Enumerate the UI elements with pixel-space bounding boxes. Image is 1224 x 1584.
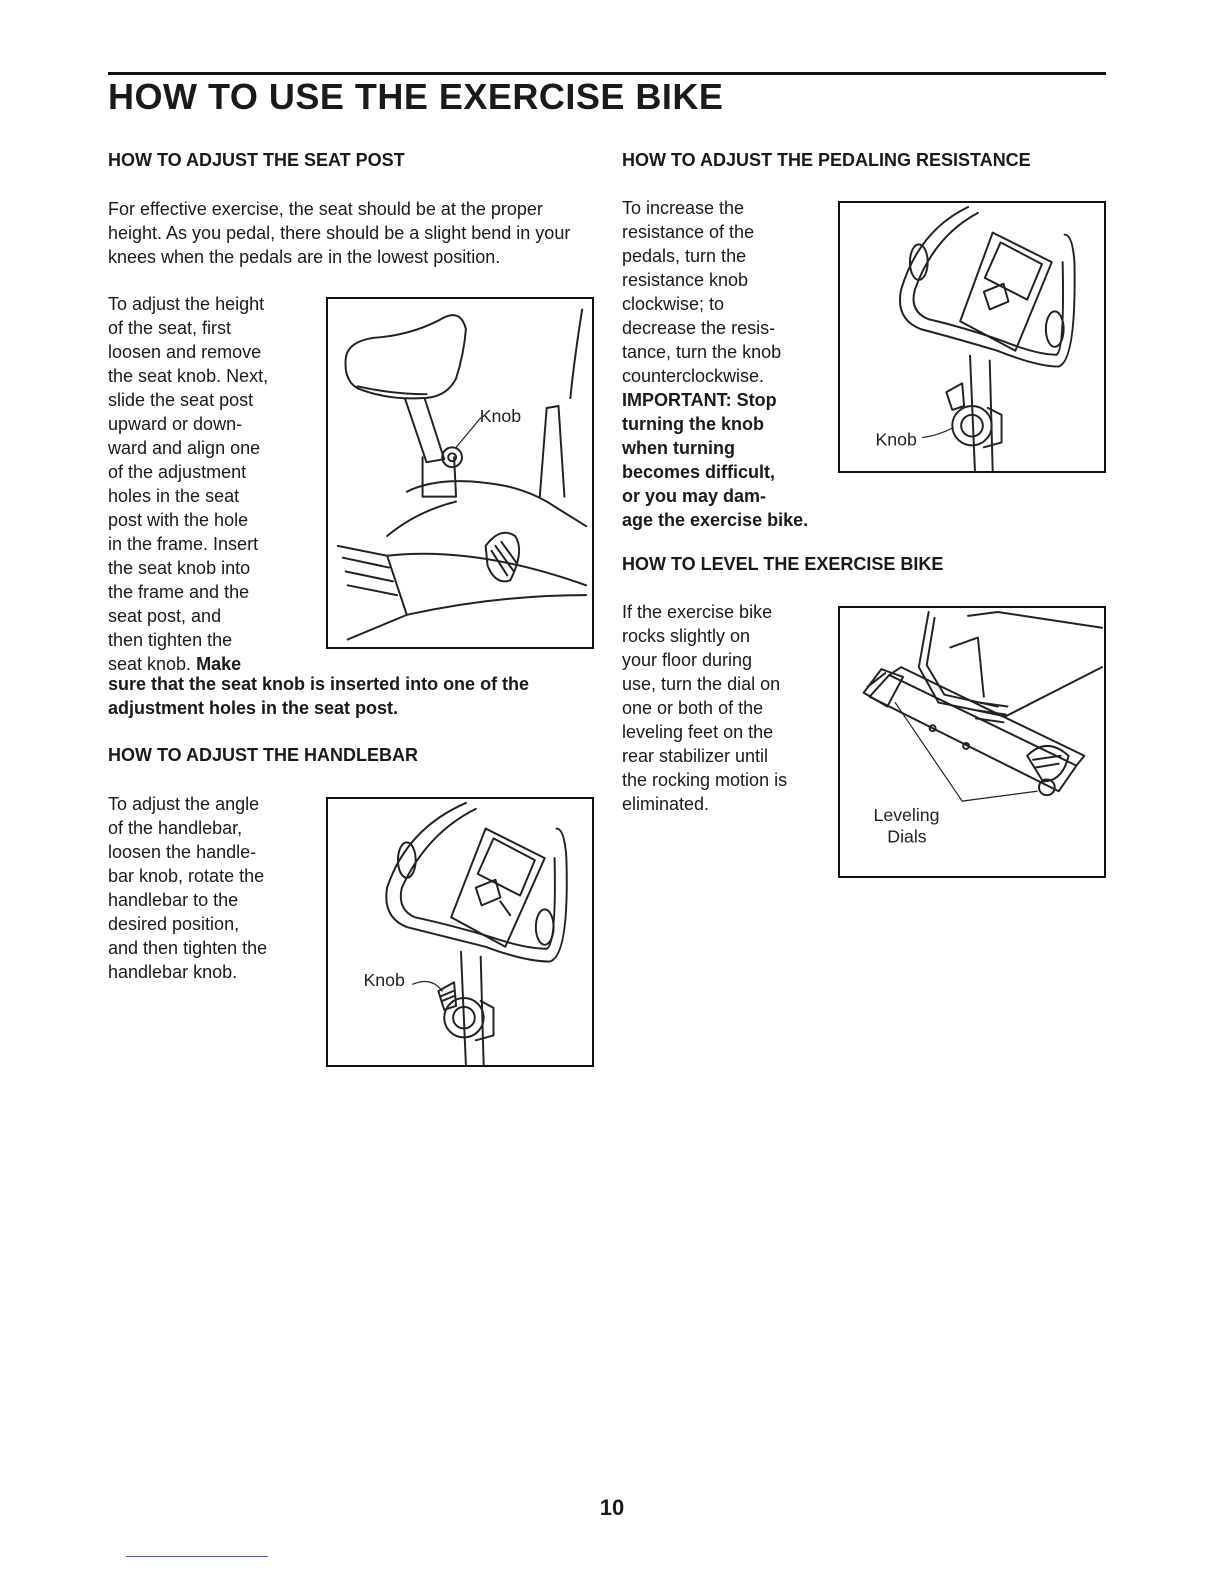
resistance-line: resistance knob (622, 270, 749, 290)
leveling-illustration (840, 608, 1104, 876)
seat-post-line: To adjust the height (108, 294, 265, 314)
handlebar-illustration (328, 799, 592, 1065)
seat-post-warning-line: adjustment holes in the seat post. (108, 698, 399, 718)
seat-post-line: the seat knob into (108, 558, 251, 578)
resistance-warning-line: when turning (622, 438, 735, 458)
resistance-line: decrease the resis- (622, 318, 776, 338)
resistance-line: counterclockwise. (622, 366, 765, 386)
leveling-line: your floor during (622, 650, 753, 670)
leveling-line: eliminated. (622, 794, 710, 814)
leveling-figure (838, 606, 1106, 878)
seat-post-line: the frame and the (108, 582, 250, 602)
leveling-label-line1: Leveling (873, 804, 940, 825)
resistance-figure (838, 201, 1106, 473)
handlebar-heading: HOW TO ADJUST THE HANDLEBAR (108, 745, 418, 765)
seat-post-figure (326, 297, 594, 649)
seat-post-warning (108, 672, 598, 720)
handlebar-steps (108, 792, 320, 984)
leveling-heading: HOW TO LEVEL THE EXERCISE BIKE (622, 554, 944, 574)
handlebar-line: handlebar knob. (108, 962, 238, 982)
seat-post-line: the seat knob. Next, (108, 366, 269, 386)
handlebar-figure (326, 797, 594, 1067)
leveling-line: If the exercise bike (622, 602, 773, 622)
seat-post-line: ward and align one (108, 438, 261, 458)
resistance-knob-label: Knob (875, 429, 917, 450)
handlebar-line: handlebar to the (108, 890, 239, 910)
leveling-label-line2: Dials (887, 826, 927, 847)
seat-post-line: post with the hole (108, 510, 249, 530)
seat-post-intro: For effective exercise, the seat should be at the proper height. As you pedal, there should be a slight bend in your knees when the pedals are in the lowest position. (108, 199, 571, 267)
seat-post-line: then tighten the (108, 630, 233, 650)
leveling-line: leveling feet on the (622, 722, 774, 742)
leveling-line: rocks slightly on (622, 626, 751, 646)
handlebar-line: desired position, (108, 914, 240, 934)
resistance-line: resistance of the (622, 222, 755, 242)
seat-post-line: slide the seat post (108, 390, 254, 410)
seat-post-line: upward or down- (108, 414, 243, 434)
resistance-illustration (840, 203, 1104, 471)
seat-post-knob-label: Knob (479, 405, 522, 426)
title-rule (108, 72, 1106, 75)
handlebar-line: and then tighten the (108, 938, 268, 958)
seat-post-illustration (328, 299, 592, 647)
resistance-warning-line: IMPORTANT: Stop (622, 390, 777, 410)
resistance-line: pedals, turn the (622, 246, 747, 266)
seat-post-line: of the seat, first (108, 318, 232, 338)
seat-post-line: holes in the seat (108, 486, 240, 506)
handlebar-line: bar knob, rotate the (108, 866, 265, 886)
seat-post-line: loosen and remove (108, 342, 262, 362)
resistance-line: To increase the (622, 198, 745, 218)
seat-post-line: in the frame. Insert (108, 534, 259, 554)
seat-post-last-bold: Make (196, 654, 242, 674)
resistance-warning-line: turning the knob (622, 414, 764, 434)
bottom-link-line[interactable] (126, 1556, 268, 1557)
resistance-line: tance, turn the knob (622, 342, 782, 362)
leveling-line: use, turn the dial on (622, 674, 781, 694)
page-number: 10 (599, 1495, 625, 1520)
page-title: HOW TO USE THE EXERCISE BIKE (108, 76, 724, 117)
handlebar-line: of the handlebar, (108, 818, 243, 838)
resistance-heading: HOW TO ADJUST THE PEDALING RESISTANCE (622, 150, 1031, 170)
leveling-line: rear stabilizer until (622, 746, 769, 766)
seat-post-line: of the adjustment (108, 462, 247, 482)
handlebar-line: loosen the handle- (108, 842, 257, 862)
leveling-line: one or both of the (622, 698, 764, 718)
seat-post-steps (108, 292, 318, 676)
leveling-line: the rocking motion is (622, 770, 788, 790)
leveling-steps (622, 600, 832, 816)
seat-post-last-plain: seat knob. (108, 654, 192, 674)
seat-post-heading: HOW TO ADJUST THE SEAT POST (108, 150, 405, 170)
seat-post-warning-line: sure that the seat knob is inserted into one of the (108, 674, 530, 694)
resistance-steps (622, 196, 836, 532)
resistance-line: clockwise; to (622, 294, 725, 314)
resistance-warning-line: age the exercise bike. (622, 510, 809, 530)
seat-post-line: seat post, and (108, 606, 222, 626)
resistance-warning-line: becomes difficult, (622, 462, 776, 482)
handlebar-knob-label: Knob (363, 970, 405, 991)
resistance-warning-line: or you may dam- (622, 486, 767, 506)
handlebar-line: To adjust the angle (108, 794, 260, 814)
